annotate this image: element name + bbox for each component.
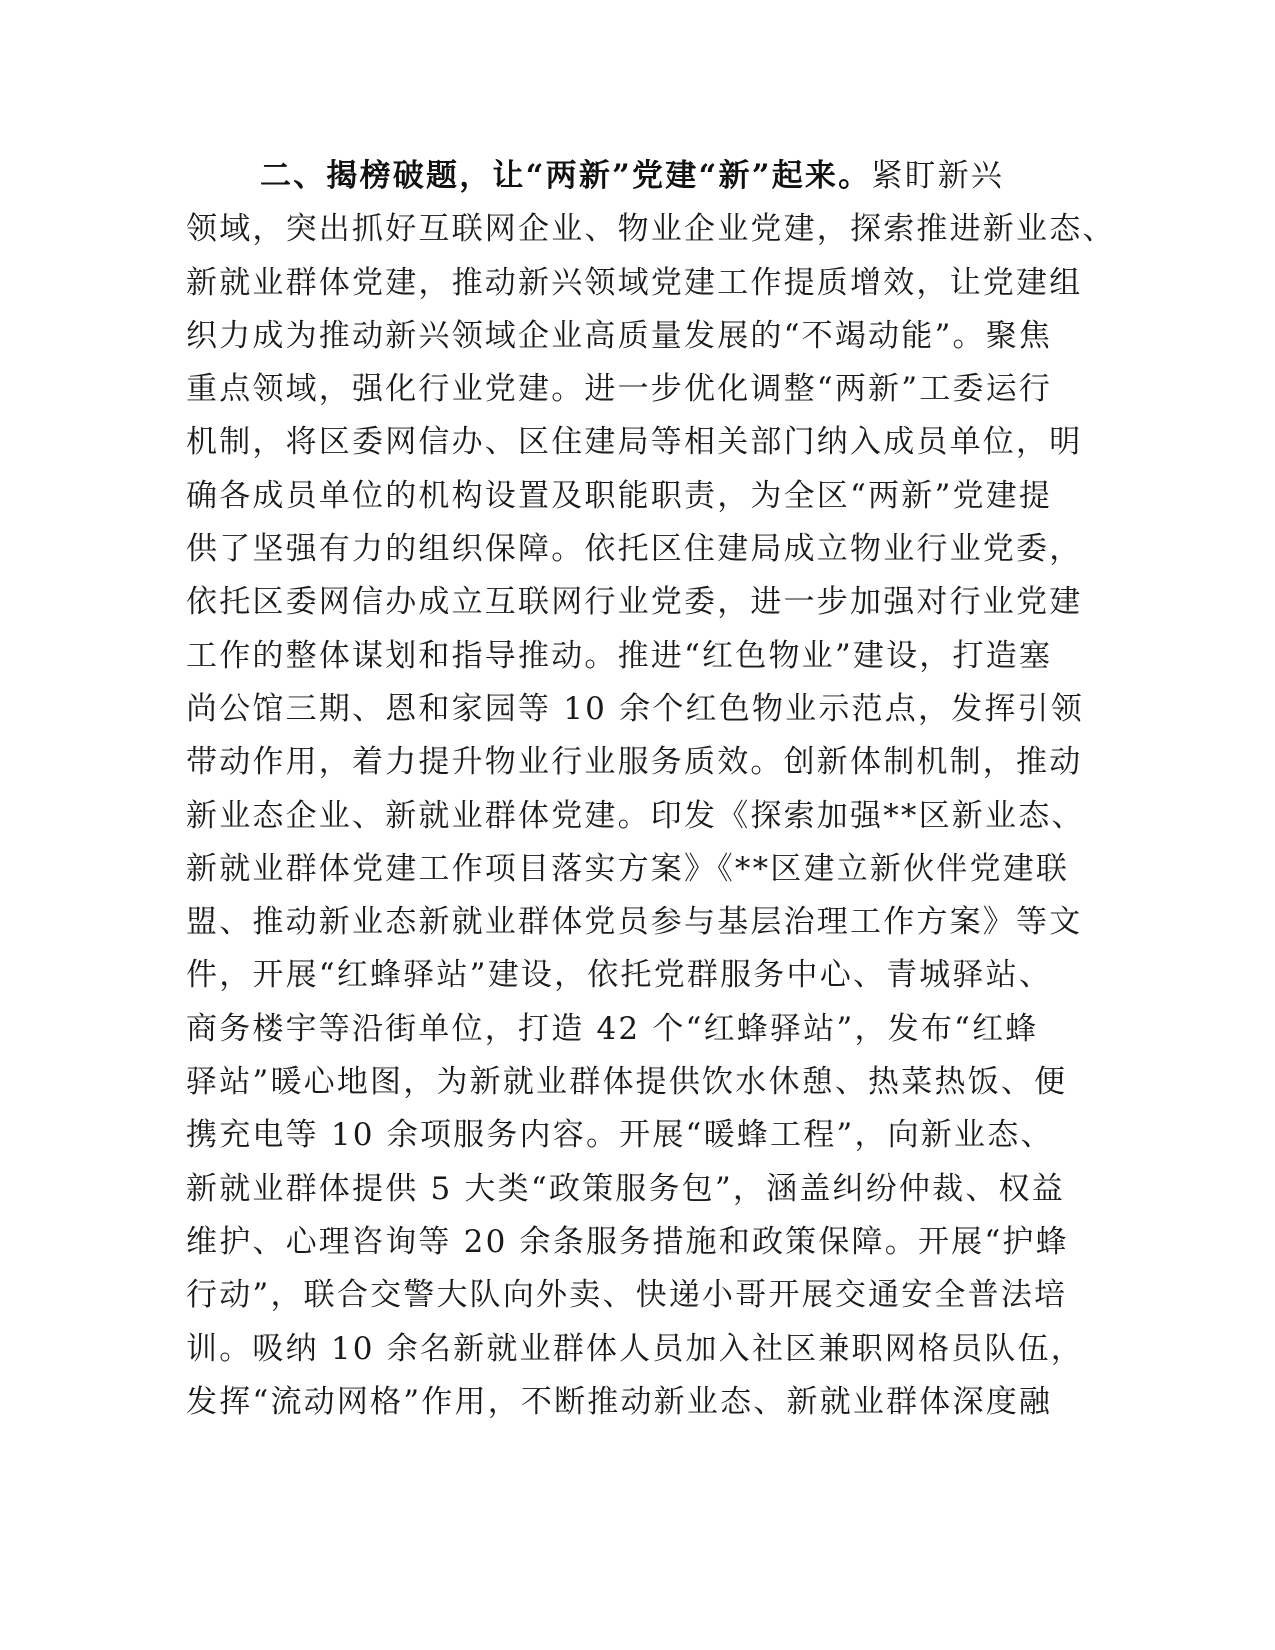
text-line: 训。吸纳 10 余名新就业群体人员加入社区兼职网格员队伍，: [186, 1330, 1084, 1367]
text-line: 带动作用，着力提升物业行业服务质效。创新体制机制，推动: [186, 744, 1083, 781]
text-line: 领域，突出抓好互联网企业、物业企业党建，探索推进新业态、: [186, 211, 1116, 248]
text-line: 驿站”暖心地图，为新就业群体提供饮水休憩、热菜热饭、便: [186, 1064, 1068, 1101]
text-line: 携充电等 10 余项服务内容。开展“暖蜂工程”，向新业态、: [186, 1117, 1054, 1154]
text-line: 新就业群体党建，推动新兴领域党建工作提质增效，让党建组: [186, 264, 1083, 301]
text-line: 尚公馆三期、恩和家园等 10 余个红色物业示范点，发挥引领: [186, 690, 1084, 727]
section-heading: 二、揭榜破题，让“两新”党建“新”起来。: [260, 158, 872, 194]
text-line: 工作的整体谋划和指导推动。推进“红色物业”建设，打造塞: [186, 637, 1053, 674]
text-line: 行动”，联合交警大队向外卖、快递小哥开展交通安全普法培: [186, 1277, 1068, 1314]
text-line: 紧盯新兴: [871, 158, 1005, 194]
text-line: 新就业群体党建工作项目落实方案》《**区建立新伙伴党建联: [186, 850, 1070, 887]
text-line: 重点领域，强化行业党建。进一步优化调整“两新”工委运行: [186, 371, 1053, 408]
text-line: 依托区委网信办成立互联网行业党委，进一步加强对行业党建: [186, 584, 1083, 621]
text-line: 新业态企业、新就业群体党建。印发《探索加强**区新业态、: [186, 797, 1085, 834]
text-line: 盟、推动新业态新就业群体党员参与基层治理工作方案》等文: [186, 904, 1083, 941]
text-line: 发挥“流动网格”作用，不断推动新业态、新就业群体深度融: [186, 1383, 1053, 1420]
text-line: 供了坚强有力的组织保障。依托区住建局成立物业行业党委，: [186, 531, 1083, 568]
text-line: 织力成为推动新兴领域企业高质量发展的“不竭动能”。聚焦: [186, 317, 1053, 354]
text-line: 商务楼宇等沿街单位，打造 42 个“红蜂驿站”，发布“红蜂: [186, 1010, 1039, 1047]
paragraph-first-line: [186, 150, 1066, 203]
text-line: 维护、心理咨询等 20 余条服务措施和政策保障。开展“护蜂: [186, 1223, 1069, 1260]
text-line: 机制，将区委网信办、区住建局等相关部门纳入成员单位，明: [186, 424, 1083, 461]
document-body: [186, 150, 1116, 1429]
text-line: 新就业群体提供 5 大类“政策服务包”，涵盖纠纷仲裁、权益: [186, 1170, 1065, 1207]
text-line: 确各成员单位的机构设置及职能职责，为全区“两新”党建提: [186, 477, 1053, 514]
text-line: 件，开展“红蜂驿站”建设，依托党群服务中心、青城驿站、: [186, 957, 1053, 994]
